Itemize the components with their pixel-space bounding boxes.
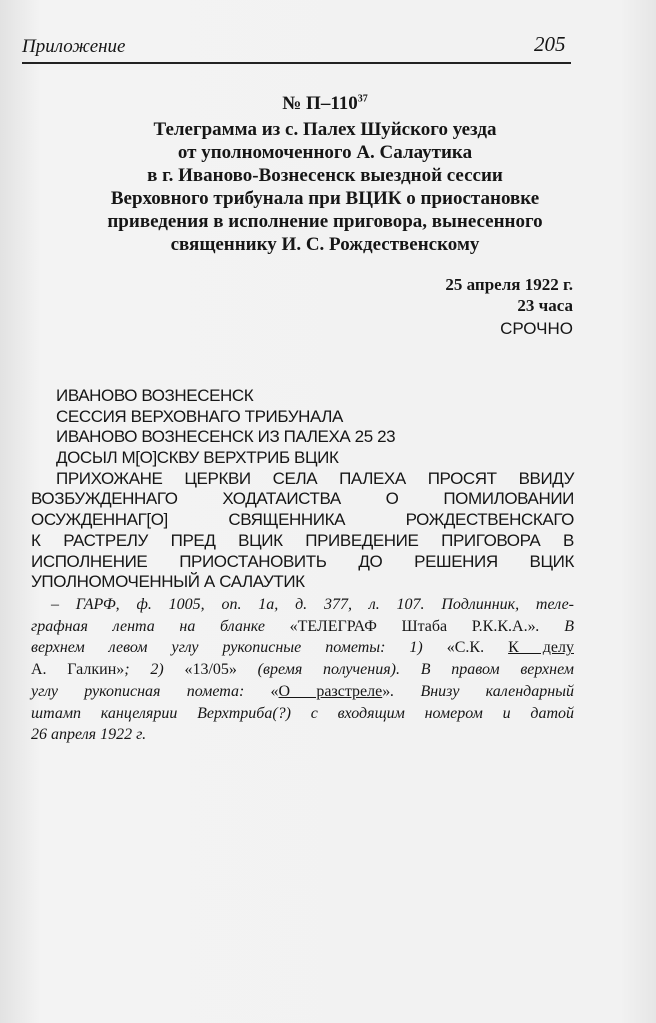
- document-number: № $П-110^{37}$: [282, 93, 368, 114]
- document-title: [30, 92, 620, 256]
- footnote-ref: 37: [357, 93, 368, 105]
- note-line: углу рукописная помета: «О разстреле». Внизу календарный: [31, 682, 575, 700]
- date: 25 апреля 1922 г.: [445, 275, 573, 294]
- title-line: священнику И. С. Рождественскому: [170, 234, 480, 255]
- text-line: ОСУЖДЕННАГ[О] СВЯЩЕННИКА РОЖДЕСТВЕНСКАГО: [31, 510, 574, 530]
- note-line: верхнем левом углу рукописные пометы: 1) «С.К. К делу: [31, 639, 574, 657]
- title-line: Телеграмма из с. Палех Шуйского уезда: [153, 119, 497, 140]
- running-header-section: Приложение: [22, 36, 126, 57]
- telegram-text: [31, 386, 574, 593]
- header-rule: [22, 62, 571, 64]
- title-line: приведения в исполнение приговора, вынесенного: [107, 211, 543, 232]
- text-line: ПРИХОЖАНЕ ЦЕРКВИ СЕЛА ПАЛЕХА ПРОСЯТ ВВИДУ: [56, 468, 574, 488]
- text-line: К РАСТРЕЛУ ПРЕД ВЦИК ПРИВЕДЕНИЕ ПРИГОВОРА В: [31, 530, 574, 550]
- address-line: СЕССИЯ ВЕРХОВНАГО ТРИБУНАЛА: [56, 406, 343, 426]
- note-line: графная лента на бланке «ТЕЛЕГРАФ Штаба Р.К.К.А.». В: [31, 617, 574, 635]
- note-line: штамп канцелярии Верхтриба(?) с входящим номером и датой: [31, 704, 574, 722]
- title-line: от уполномоченного А. Салаутика: [177, 142, 473, 163]
- note-line: А. Галкин»; 2) «13/05» (время получения). В правом верхнем: [31, 661, 575, 679]
- time: 23 часа: [517, 296, 573, 315]
- text-line: ВОЗБУЖДЕННАГО ХОДАТАИСТВА О ПОМИЛОВАНИИ: [31, 489, 574, 509]
- address-line: ИВАНОВО ВОЗНЕСЕНСК: [56, 386, 254, 405]
- address-line: ДОСЫЛ М[О]СКВУ ВЕРХТРИБ ВЦИК: [56, 448, 339, 468]
- title-line: Верховного трибунала при ВЦИК о приостановке: [110, 188, 540, 209]
- title-line: в г. Иваново-Вознесенск выездной сессии: [147, 165, 503, 186]
- source-note: [31, 594, 574, 746]
- note-line: 26 апреля 1922 г.: [31, 726, 147, 744]
- page-number: 205: [534, 32, 566, 56]
- text-line: УПОЛНОМОЧЕННЫЙ А САЛАУТИК: [31, 572, 305, 592]
- urgency-mark: СРОЧНО: [500, 319, 573, 338]
- address-line: ИВАНОВО ВОЗНЕСЕНСК ИЗ ПАЛЕХА 25 23: [56, 427, 396, 447]
- text-line: ИСПОЛНЕНИЕ ПРИОСТАНОВИТЬ ДО РЕШЕНИЯ ВЦИК: [31, 551, 574, 571]
- note-line: – ГАРФ, ф. 1005, оп. 1а, д. 377, л. 107. Подлинник, теле-: [51, 596, 574, 613]
- dateline: [445, 274, 573, 342]
